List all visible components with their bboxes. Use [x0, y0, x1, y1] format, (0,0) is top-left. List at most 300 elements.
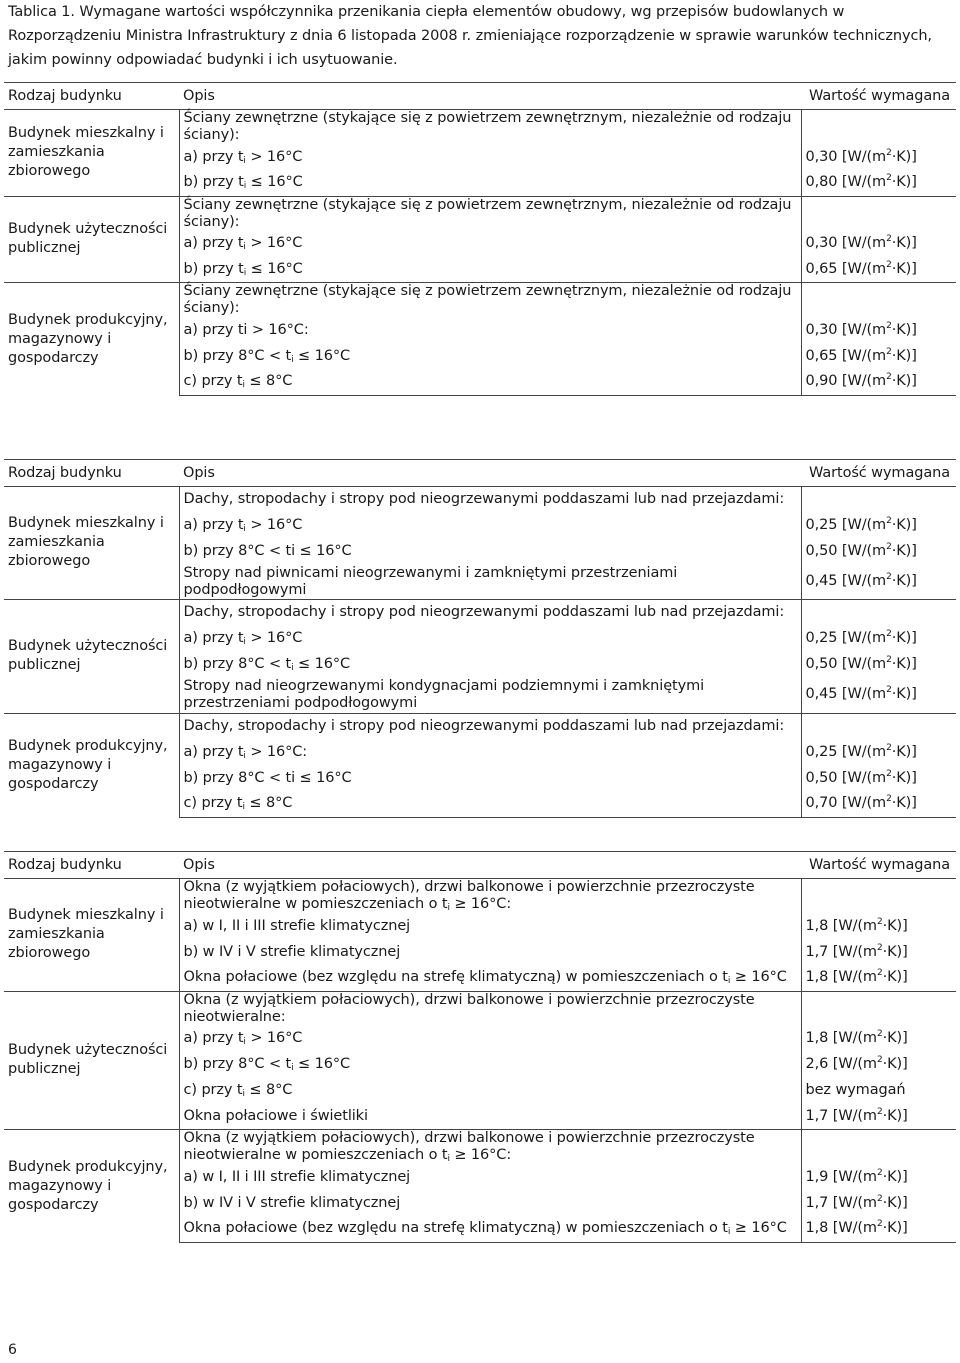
value-cell: [801, 231, 956, 257]
description-cell: [179, 765, 801, 791]
table-walls: [4, 82, 956, 396]
unit-prefix: [W/(m: [832, 943, 877, 960]
unit-exponent: 2: [886, 234, 892, 244]
value-cell: [801, 343, 956, 369]
unit-prefix: [W/(m: [832, 1056, 877, 1072]
value-cell: [801, 991, 956, 1026]
subscript: i: [291, 354, 294, 365]
unit-exponent: 2: [876, 942, 883, 953]
description-cell: [179, 144, 801, 170]
unit-prefix: [W/(m: [832, 1194, 877, 1211]
description-cell: [179, 625, 801, 651]
required-value: 1,8: [805, 1030, 829, 1046]
value-cell: [801, 196, 956, 231]
description-text-tail: ≥ 16°C: [730, 1220, 787, 1237]
description-text: b) w IV i V strefie klimatycznej: [183, 1194, 401, 1211]
unit-exponent: 2: [886, 542, 892, 552]
building-type: Budynek mieszkalny i zamieszkania zbiorowego: [4, 879, 179, 992]
unit-dot: ·: [891, 543, 897, 559]
subscript: i: [243, 636, 246, 647]
unit-prefix: [W/(m: [841, 629, 887, 646]
unit-prefix: [W/(m: [841, 655, 887, 672]
description-text-tail: ≤ 8°C: [244, 373, 293, 390]
building-type: Budynek produkcyjny, magazynowy i gospodarczy: [4, 1130, 179, 1243]
description-cell: [179, 1164, 801, 1190]
required-value: 0,25: [805, 629, 838, 646]
description-text: a) przy t: [183, 743, 244, 760]
building-type: Budynek użyteczności publicznej: [4, 991, 179, 1130]
unit-suffix: K)]: [896, 373, 917, 390]
description-text-tail: > 16°C: [245, 517, 303, 533]
unit-dot: ·: [891, 655, 897, 672]
unit-dot: ·: [882, 1220, 888, 1237]
description-text: Dachy, stropodachy i stropy pod nieogrzewanymi poddaszami lub nad przejazdami:: [183, 491, 785, 508]
unit-dot: ·: [891, 517, 897, 533]
value-cell: [801, 939, 956, 965]
unit-exponent: 2: [886, 320, 892, 331]
unit-dot: ·: [891, 321, 897, 338]
table-row: [4, 713, 956, 739]
description-text: Ściany zewnętrzne (stykające się z powietrzem zewnętrznym, niezależnie od rodzaju ściany):: [183, 110, 792, 143]
unit-dot: ·: [891, 743, 897, 760]
table-row: [4, 1130, 956, 1165]
description-text: Okna połaciowe (bez względu na strefę klimatyczną) w pomieszczeniach o t: [183, 969, 728, 986]
unit-suffix: K)]: [896, 235, 917, 251]
value-cell: [801, 317, 956, 343]
unit-dot: ·: [882, 1030, 888, 1046]
required-value: 0,30: [805, 235, 838, 251]
unit-exponent: 2: [886, 259, 892, 270]
unit-exponent: 2: [876, 1029, 883, 1039]
description-cell: [179, 257, 801, 283]
description-text: a) przy t: [183, 148, 244, 165]
description-text-tail: > 16°C: [245, 235, 303, 251]
unit-suffix: K)]: [896, 795, 917, 812]
subscript: i: [243, 267, 247, 278]
description-text: Okna połaciowe (bez względu na strefę klimatyczną) w pomieszczeniach o t: [183, 1220, 728, 1237]
description-text: b) przy t: [183, 174, 244, 191]
column-header-col2: Opis: [179, 83, 801, 110]
required-value: 0,90: [805, 373, 838, 390]
table-windows: [4, 851, 956, 1243]
description-text: b) w IV i V strefie klimatycznej: [183, 943, 401, 960]
value-cell: [801, 1052, 956, 1078]
required-value: 1,7: [805, 943, 829, 960]
description-text: b) przy 8°C < t: [183, 347, 292, 364]
unit-prefix: [W/(m: [841, 174, 887, 191]
description-text-tail: ≥ 16°C:: [449, 896, 512, 912]
description-cell: [179, 343, 801, 369]
description-text: a) przy t: [183, 235, 244, 251]
unit-prefix: [W/(m: [841, 321, 887, 338]
unit-dot: ·: [891, 174, 897, 191]
unit-exponent: 2: [886, 516, 892, 526]
unit-prefix: [W/(m: [832, 1107, 877, 1124]
required-value: 0,65: [805, 260, 838, 277]
description-cell: [179, 539, 801, 565]
description-text-tail: ≤ 16°C: [293, 347, 350, 364]
description-cell: [179, 1078, 801, 1104]
unit-suffix: K)]: [896, 655, 917, 672]
unit-dot: ·: [891, 373, 897, 390]
required-value: 0,80: [805, 174, 838, 191]
value-cell: [801, 651, 956, 677]
subscript: i: [727, 976, 731, 987]
building-type: Budynek mieszkalny i zamieszkania zbiorowego: [4, 110, 179, 197]
unit-dot: ·: [882, 969, 888, 986]
unit-dot: ·: [891, 260, 897, 277]
header-row: [4, 460, 956, 487]
required-value: 0,30: [805, 148, 838, 165]
description-text: Okna połaciowe i świetliki: [183, 1107, 368, 1124]
unit-prefix: [W/(m: [841, 235, 887, 251]
description-text-tail: ≤ 8°C: [244, 1082, 293, 1098]
unit-prefix: [W/(m: [841, 347, 887, 364]
unit-exponent: 2: [876, 916, 883, 927]
description-cell: [179, 110, 801, 145]
required-value: 0,50: [805, 543, 838, 559]
value-cell: [801, 1130, 956, 1165]
column-header-col1: Rodzaj budynku: [4, 852, 179, 879]
required-value: 0,30: [805, 321, 838, 338]
description-cell: [179, 677, 801, 713]
value-cell: [801, 677, 956, 713]
unit-dot: ·: [882, 1168, 888, 1185]
required-value: 0,50: [805, 769, 838, 786]
unit-suffix: K)]: [887, 1030, 908, 1046]
description-cell: [179, 283, 801, 318]
unit-exponent: 2: [876, 1167, 883, 1178]
description-text-tail: ≥ 16°C:: [449, 1147, 512, 1163]
description-cell: [179, 487, 801, 513]
description-text-tail: > 16°C: [245, 148, 303, 165]
description-text: a) przy t: [183, 629, 244, 646]
description-text: b) przy t: [183, 260, 244, 277]
column-header-col2: Opis: [179, 460, 801, 487]
unit-dot: ·: [891, 235, 897, 251]
subscript: i: [243, 242, 246, 252]
unit-suffix: K)]: [887, 969, 908, 986]
unit-prefix: [W/(m: [841, 517, 887, 533]
unit-dot: ·: [891, 629, 897, 646]
subscript: i: [242, 380, 245, 391]
unit-exponent: 2: [886, 768, 892, 779]
description-text: a) przy t: [183, 1030, 244, 1046]
unit-suffix: K)]: [887, 943, 908, 960]
description-text: Okna (z wyjątkiem połaciowych), drzwi balkonowe i powierzchnie przezroczyste nieotwieralne w pomieszczeniach o t: [183, 879, 755, 912]
subscript: i: [291, 662, 294, 673]
value-cell: [801, 1216, 956, 1242]
description-cell: [179, 231, 801, 257]
description-cell: [179, 913, 801, 939]
unit-suffix: K)]: [896, 743, 917, 760]
value-cell: [801, 110, 956, 145]
description-cell: [179, 1130, 801, 1165]
description-text-tail: > 16°C: [245, 629, 303, 646]
description-cell: [179, 170, 801, 196]
description-text-tail: ≤ 16°C: [246, 174, 303, 191]
subscript: i: [291, 1063, 294, 1073]
column-header-col3: Wartość wymagana: [801, 460, 956, 487]
description-text-tail: ≤ 16°C: [246, 260, 303, 277]
unit-prefix: [W/(m: [832, 1030, 877, 1046]
unit-exponent: 2: [886, 173, 892, 184]
unit-prefix: [W/(m: [832, 1220, 877, 1237]
table-row: [4, 487, 956, 513]
header-row: [4, 852, 956, 879]
page-number: 6: [8, 1342, 17, 1358]
unit-dot: ·: [882, 1056, 888, 1072]
unit-suffix: K)]: [896, 543, 917, 559]
description-text-tail: ≥ 16°C: [730, 969, 787, 986]
description-cell: [179, 1216, 801, 1242]
unit-prefix: [W/(m: [841, 769, 887, 786]
value-cell: [801, 879, 956, 914]
unit-dot: ·: [891, 573, 897, 589]
description-text: b) przy 8°C < ti ≤ 16°C: [183, 543, 352, 559]
subscript: i: [447, 1154, 450, 1164]
required-value: 0,25: [805, 517, 838, 533]
building-type: Budynek mieszkalny i zamieszkania zbiorowego: [4, 487, 179, 600]
unit-suffix: K)]: [896, 148, 917, 165]
subscript: i: [242, 1089, 245, 1099]
required-value: 1,8: [805, 917, 829, 934]
description-text: Stropy nad piwnicami nieogrzewanymi i zamkniętymi przestrzeniami podpodłogowymi: [183, 564, 678, 598]
unit-suffix: K)]: [896, 260, 917, 277]
description-cell: [179, 1026, 801, 1052]
unit-exponent: 2: [886, 147, 892, 158]
description-cell: [179, 739, 801, 765]
unit-suffix: K)]: [887, 1220, 908, 1237]
value-cell: [801, 625, 956, 651]
description-text: c) przy t: [183, 795, 243, 812]
description-text: a) przy ti > 16°C:: [183, 321, 309, 338]
unit-suffix: K)]: [887, 1194, 908, 1211]
table-row: [4, 879, 956, 914]
unit-dot: ·: [882, 917, 888, 934]
column-header-col1: Rodzaj budynku: [4, 83, 179, 110]
description-cell: [179, 369, 801, 395]
required-value: 1,7: [805, 1107, 829, 1124]
description-text: Dachy, stropodachy i stropy pod nieogrzewanymi poddaszami lub nad przejazdami:: [183, 603, 785, 620]
description-text-tail: ≤ 8°C: [244, 795, 293, 812]
description-text: a) w I, II i III strefie klimatycznej: [183, 917, 411, 934]
unit-prefix: [W/(m: [841, 743, 887, 760]
unit-exponent: 2: [876, 1106, 883, 1117]
value-cell: [801, 565, 956, 600]
subscript: i: [243, 524, 246, 534]
table-row: [4, 110, 956, 145]
required-value: 0,70: [805, 795, 838, 812]
description-text: a) w I, II i III strefie klimatycznej: [183, 1168, 411, 1185]
header-row: [4, 83, 956, 110]
subscript: i: [243, 181, 247, 192]
table-caption: Tablica 1. Wymagane wartości współczynnika przenikania ciepła elementów obudowy, wg przepisów budowlanych w Rozporządzeniu Ministra Infrastruktury z dnia 6 listopada 2008 r. zmieniające rozporządzenie w sprawie warunków technicznych, jakim powinny odpowiadać budynki i ich usytuowanie.: [8, 4, 932, 68]
unit-prefix: [W/(m: [841, 543, 887, 559]
description-text-tail: > 16°C:: [245, 743, 308, 760]
description-text-tail: ≤ 16°C: [293, 655, 350, 672]
value-cell: [801, 765, 956, 791]
unit-prefix: [W/(m: [841, 795, 887, 812]
description-text: Dachy, stropodachy i stropy pod nieogrzewanymi poddaszami lub nad przejazdami:: [183, 717, 785, 734]
unit-dot: ·: [891, 347, 897, 364]
value-cell: [801, 257, 956, 283]
required-value: 0,50: [805, 655, 838, 672]
description-text: Okna (z wyjątkiem połaciowych), drzwi balkonowe i powierzchnie przezroczyste nieotwieralne:: [183, 991, 755, 1025]
unit-prefix: [W/(m: [841, 260, 887, 277]
unit-prefix: [W/(m: [841, 686, 887, 703]
required-value: bez wymagań: [805, 1082, 906, 1098]
description-cell: [179, 713, 801, 739]
unit-suffix: K)]: [896, 347, 917, 364]
required-value: 0,65: [805, 347, 838, 364]
unit-exponent: 2: [886, 372, 892, 383]
description-cell: [179, 1190, 801, 1216]
subscript: i: [243, 1037, 246, 1047]
description-cell: [179, 651, 801, 677]
description-text-tail: ≤ 16°C: [293, 1056, 350, 1072]
value-cell: [801, 487, 956, 513]
description-text: c) przy t: [183, 373, 243, 390]
subscript: i: [243, 155, 246, 166]
value-cell: [801, 1164, 956, 1190]
building-type: Budynek użyteczności publicznej: [4, 599, 179, 713]
unit-suffix: K)]: [887, 1107, 908, 1124]
building-type: Budynek użyteczności publicznej: [4, 196, 179, 283]
unit-prefix: [W/(m: [841, 573, 887, 589]
unit-suffix: K)]: [887, 1056, 908, 1072]
subscript: i: [242, 802, 245, 813]
table-roofs: [4, 459, 956, 818]
description-cell: [179, 965, 801, 991]
value-cell: [801, 599, 956, 625]
unit-suffix: K)]: [896, 321, 917, 338]
description-cell: [179, 939, 801, 965]
value-cell: [801, 170, 956, 196]
unit-dot: ·: [891, 769, 897, 786]
column-header-col3: Wartość wymagana: [801, 83, 956, 110]
description-text: Ściany zewnętrzne (stykające się z powietrzem zewnętrznym, niezależnie od rodzaju ściany):: [183, 196, 792, 230]
unit-suffix: K)]: [887, 1168, 908, 1185]
unit-exponent: 2: [886, 654, 892, 665]
subscript: i: [243, 750, 246, 761]
value-cell: [801, 369, 956, 395]
description-cell: [179, 513, 801, 539]
description-cell: [179, 599, 801, 625]
column-header-col2: Opis: [179, 852, 801, 879]
unit-exponent: 2: [886, 742, 892, 753]
unit-prefix: [W/(m: [841, 148, 887, 165]
unit-exponent: 2: [886, 685, 892, 696]
subscript: i: [447, 903, 450, 913]
value-cell: [801, 713, 956, 739]
unit-suffix: K)]: [896, 573, 917, 589]
unit-exponent: 2: [876, 1193, 883, 1204]
required-value: 0,45: [805, 573, 838, 589]
unit-suffix: K)]: [887, 917, 908, 934]
required-value: 1,8: [805, 969, 829, 986]
value-cell: [801, 1104, 956, 1130]
unit-exponent: 2: [886, 628, 892, 639]
table-row: [4, 991, 956, 1026]
table-row: [4, 283, 956, 318]
building-type: Budynek produkcyjny, magazynowy i gospodarczy: [4, 283, 179, 396]
unit-exponent: 2: [876, 968, 883, 979]
unit-prefix: [W/(m: [841, 373, 887, 390]
description-text: Okna (z wyjątkiem połaciowych), drzwi balkonowe i powierzchnie przezroczyste nieotwieralne w pomieszczeniach o t: [183, 1130, 755, 1163]
subscript: i: [727, 1227, 731, 1238]
unit-exponent: 2: [886, 346, 892, 357]
unit-exponent: 2: [876, 1219, 883, 1230]
table-row: [4, 599, 956, 625]
required-value: 1,8: [805, 1220, 829, 1237]
description-text: b) przy 8°C < ti ≤ 16°C: [183, 769, 352, 786]
unit-dot: ·: [882, 943, 888, 960]
unit-dot: ·: [891, 686, 897, 703]
unit-suffix: K)]: [896, 686, 917, 703]
description-cell: [179, 1104, 801, 1130]
required-value: 0,45: [805, 686, 838, 703]
description-text: c) przy t: [183, 1082, 243, 1098]
description-text: Ściany zewnętrzne (stykające się z powietrzem zewnętrznym, niezależnie od rodzaju ściany):: [183, 283, 792, 316]
building-type: Budynek produkcyjny, magazynowy i gospodarczy: [4, 713, 179, 817]
table-row: [4, 196, 956, 231]
description-text: Stropy nad nieogrzewanymi kondygnacjami podziemnymi i zamkniętymi przestrzeniami podpodłogowymi: [183, 677, 705, 711]
description-text: b) przy 8°C < t: [183, 655, 292, 672]
unit-exponent: 2: [876, 1055, 883, 1065]
unit-suffix: K)]: [896, 174, 917, 191]
value-cell: [801, 513, 956, 539]
unit-dot: ·: [891, 148, 897, 165]
unit-suffix: K)]: [896, 517, 917, 533]
description-cell: [179, 879, 801, 914]
value-cell: [801, 791, 956, 817]
value-cell: [801, 539, 956, 565]
unit-dot: ·: [882, 1107, 888, 1124]
description-text-tail: > 16°C: [245, 1030, 303, 1046]
value-cell: [801, 913, 956, 939]
description-cell: [179, 565, 801, 600]
description-cell: [179, 196, 801, 231]
description-text: b) przy 8°C < t: [183, 1056, 292, 1072]
description-cell: [179, 791, 801, 817]
description-cell: [179, 1052, 801, 1078]
description-text: a) przy t: [183, 517, 244, 533]
value-cell: [801, 739, 956, 765]
column-header-col3: Wartość wymagana: [801, 852, 956, 879]
unit-dot: ·: [891, 795, 897, 812]
description-cell: [179, 991, 801, 1026]
unit-suffix: K)]: [896, 629, 917, 646]
required-value: 1,9: [805, 1168, 829, 1185]
value-cell: [801, 144, 956, 170]
value-cell: [801, 1078, 956, 1104]
unit-exponent: 2: [886, 572, 892, 582]
column-header-col1: Rodzaj budynku: [4, 460, 179, 487]
unit-prefix: [W/(m: [832, 1168, 877, 1185]
value-cell: [801, 283, 956, 318]
unit-prefix: [W/(m: [832, 917, 877, 934]
required-value: 0,25: [805, 743, 838, 760]
unit-exponent: 2: [886, 794, 892, 805]
required-value: 2,6: [805, 1056, 829, 1072]
value-cell: [801, 965, 956, 991]
description-cell: [179, 317, 801, 343]
value-cell: [801, 1026, 956, 1052]
unit-dot: ·: [882, 1194, 888, 1211]
required-value: 1,7: [805, 1194, 829, 1211]
unit-suffix: K)]: [896, 769, 917, 786]
